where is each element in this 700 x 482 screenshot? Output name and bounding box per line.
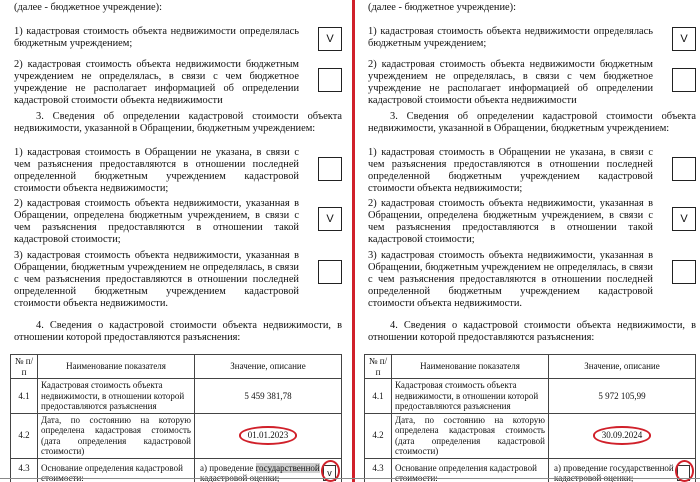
section3-option3-checkbox[interactable] xyxy=(672,260,696,284)
section3-option2-text: 2) кадастровая стоимость объекта недвижимости, указанная в Обращении, определена бюджетным учреждением, в связи с чем разъяснения предоставляются в отношении такой кадастровой стоимости; xyxy=(368,198,653,245)
section2-option1-text: 1) кадастровая стоимость объекта недвижимости определялась бюджетным учреждением; xyxy=(368,26,653,49)
valuation-date: 01.01.2023 xyxy=(248,430,289,441)
cadastral-value: 5 459 381,78 xyxy=(195,379,342,414)
table-row xyxy=(11,413,342,458)
section4-title: 4. Сведения о кадастровой стоимости объекта недвижимости, в отношении которой предоставляются разъяснения: xyxy=(14,320,342,343)
header-name: Наименование показателя xyxy=(38,355,195,379)
red-highlight-oval xyxy=(593,426,652,445)
row-num: 4.3 xyxy=(11,458,38,482)
highlighted-word: государственной xyxy=(255,462,320,473)
cadastral-value-table xyxy=(364,354,696,482)
table-header-row xyxy=(11,355,342,379)
section2-option1-checkbox[interactable]: V xyxy=(318,27,342,51)
cadastral-value-table xyxy=(10,354,342,482)
row-num: 4.2 xyxy=(365,413,392,458)
valuation-date-cell xyxy=(195,413,342,458)
bottom-border-line xyxy=(0,478,700,479)
right-document-page xyxy=(360,0,700,482)
section3-option1-checkbox[interactable] xyxy=(672,157,696,181)
row-name: Дата, по состоянию на которую определена кадастровая стоимость (дата определения кадастровой стоимости) xyxy=(392,413,549,458)
table-row xyxy=(11,379,342,414)
header-num: № п/п xyxy=(365,355,392,379)
section4-title: 4. Сведения о кадастровой стоимости объекта недвижимости, в отношении которой предоставляются разъяснения: xyxy=(368,320,696,343)
section2-option1-checkbox[interactable]: V xyxy=(672,27,696,51)
section2-option2-checkbox[interactable] xyxy=(318,68,342,92)
section2-option2-checkbox[interactable] xyxy=(672,68,696,92)
section3-title: 3. Сведения об определении кадастровой стоимости объекта недвижимости, указанной в Обращении, бюджетным учреждением: xyxy=(368,111,696,134)
header-value: Значение, описание xyxy=(195,355,342,379)
valuation-basis: а) проведение государственной v xyxy=(198,463,338,482)
valuation-basis: а) проведение государственной xyxy=(552,463,692,482)
section3-option3-text: 3) кадастровая стоимость объекта недвижимости, указанная в Обращении, бюджетным учреждением не определялась, в связи с чем разъяснения предоставляются в отношении последней определенной бюджетным учреждением кадастровой стоимости объекта недвижимости. xyxy=(368,250,653,309)
valuation-basis-checkbox[interactable]: v xyxy=(323,465,336,481)
valuation-date-cell xyxy=(549,413,696,458)
row-num: 4.1 xyxy=(11,379,38,414)
section2-option1-text: 1) кадастровая стоимость объекта недвижимости определялась бюджетным учреждением; xyxy=(14,26,299,49)
left-document-page xyxy=(6,0,346,482)
row-num: 4.2 xyxy=(11,413,38,458)
red-highlight-oval xyxy=(239,426,298,445)
section3-option3-text: 3) кадастровая стоимость объекта недвижимости, указанная в Обращении, бюджетным учреждением не определялась, в связи с чем разъяснения предоставляются в отношении последней определенной бюджетным учреждением кадастровой стоимости объекта недвижимости. xyxy=(14,250,299,309)
row-name: Основание определения кадастровой xyxy=(392,458,549,482)
section3-option2-checkbox[interactable]: V xyxy=(318,207,342,231)
row-name: Дата, по состоянию на которую определена кадастровая стоимость (дата определения кадастровой стоимости) xyxy=(38,413,195,458)
section3-option1-text: 1) кадастровая стоимость в Обращении не указана, в связи с чем разъяснения предоставляются в отношении последней определенной бюджетным учреждением кадастровой стоимости объекта недвижимости; xyxy=(368,147,653,194)
header-name: Наименование показателя xyxy=(392,355,549,379)
row-num: 4.3 xyxy=(365,458,392,482)
row-num: 4.1 xyxy=(365,379,392,414)
table-row xyxy=(365,413,696,458)
section3-option1-checkbox[interactable] xyxy=(318,157,342,181)
section3-title: 3. Сведения об определении кадастровой стоимости объекта недвижимости, указанной в Обращении, бюджетным учреждением: xyxy=(14,111,342,134)
table-header-row xyxy=(365,355,696,379)
red-divider xyxy=(352,0,355,482)
section2-option2-text: 2) кадастровая стоимость объекта недвижимости бюджетным учреждением не определялась, в связи с чем бюджетное учреждение не располагает информацией об определении кадастровой стоимости объекта недвижимости xyxy=(14,59,299,106)
section3-option3-checkbox[interactable] xyxy=(318,260,342,284)
header-text: (далее - бюджетное учреждение): xyxy=(368,2,516,13)
section3-option1-text: 1) кадастровая стоимость в Обращении не указана, в связи с чем разъяснения предоставляются в отношении последней определенной бюджетным учреждением кадастровой стоимости объекта недвижимости; xyxy=(14,147,299,194)
section3-option2-checkbox[interactable]: V xyxy=(672,207,696,231)
header-value: Значение, описание xyxy=(549,355,696,379)
valuation-date: 30.09.2024 xyxy=(602,430,643,441)
section2-option2-text: 2) кадастровая стоимость объекта недвижимости бюджетным учреждением не определялась, в связи с чем бюджетное учреждение не располагает информацией об определении кадастровой стоимости объекта недвижимости xyxy=(368,59,653,106)
section3-option2-text: 2) кадастровая стоимость объекта недвижимости, указанная в Обращении, определена бюджетным учреждением, в связи с чем разъяснения предоставляются в отношении такой кадастровой стоимости; xyxy=(14,198,299,245)
table-row xyxy=(365,379,696,414)
header-text: (далее - бюджетное учреждение): xyxy=(14,2,162,13)
row-name: Кадастровая стоимость объекта недвижимости, в отношении которой предоставляются разъяснения xyxy=(392,379,549,414)
row-name: Основание определения кадастровой xyxy=(38,458,195,482)
header-num: № п/п xyxy=(11,355,38,379)
row-name: Кадастровая стоимость объекта недвижимости, в отношении которой предоставляются разъяснения xyxy=(38,379,195,414)
cadastral-value: 5 972 105,99 xyxy=(549,379,696,414)
